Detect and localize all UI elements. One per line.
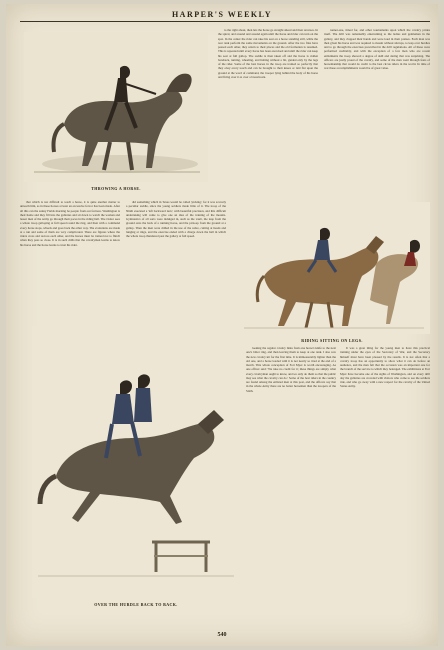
caption-hurdle: OVER THE HURDLE BACK TO BACK.	[94, 602, 178, 607]
page-number: 540	[217, 632, 227, 638]
plate-throwing-horse	[24, 32, 208, 182]
magazine-page	[6, 4, 438, 646]
masthead: HARPER'S WEEKLY	[171, 10, 273, 19]
column-left-middle-text: that which is not difficult to teach a horse, it is quite another matter to unteach him, as in these horses at least an excessive fervor has been made. After all this can the sunny Fields morning be people from our fortress. Washington is their home and they fill into the galleries and sit down to watch the women and lesser men of the Army go through their paces in the riding hall. The visitor sees a whole troop galloping at full speed round the ring, and then with a command every horse stops, wheels and goes back the other way. The evolutions are made at a run and some of them are very complicated. There are figures where the riders cross and recross each other, and the horses must be trained not to flinch when they pass so close. It is in such drills that the cavalryman learns to know his horse and the horse learns to trust his rider.	[20, 200, 120, 247]
hurdle-illustration	[32, 326, 240, 598]
column-far-right-top-text: tonnet-one, timed for, and other tournaments upon which the cavalry prides itself. The drill was remarkably entertaining to the ladies and gentlemen in the gallery, and they clapped their hands and were loud in their praises. Each man was then given his horse and was required to mount without stirrups, to leap over hurdles and to go through the exercises prescribed in the drill regulations. All of these were performed creditably, and with the exception of a few men who are recent enlistments the troop showed a degree of skill and daring that was surprising. The officers are justly proud of the cavalry, and some of the men went through feats of horsemanship that would do credit to the best circus riders in the world. In time of war these accomplishments would be of great value.	[324, 28, 430, 71]
masthead-rule	[20, 21, 430, 22]
column-far-right-top	[324, 28, 430, 198]
caption-throwing-horse: THROWING A HORSE.	[91, 186, 141, 191]
column-right-middle-text: looking the regular cavalry links from one horse's knife to the next one's bitter ring, and then leaving them to keep at one rank. I also saw the new cavalry kit for the first time. It is immeasurably lighter than the old one, and a horse loaded with it is not nearly so tired at the end of a march. This whole conception of Fort Myer is worth encouraging. As one officer said: 'We take no credit for it; these things are simply what every cavalryman ought to know, and we only do them so that the public may see what the cavalry can do.' Some of the best riders in the country are found among the enlisted men at this post, and the officers say that in the whole Army there are no better horsemen than the troopers of the Sixth.	[246, 346, 336, 393]
column-left-middle	[20, 200, 120, 320]
column-right-top-text: to the right about, then lets the horse go straight ahead and then reverses. In the spiral, and around and around again until the horse and rider can turn on the spot. In the center the rider can take his seat on a horse standing still, while the rear rank perform the same movements on the ground. After the two files have passed each other, they return to their places and the old formation is resumed. This is repeated until every horse has been exercised and until the rider can keep his seat at full gallop. The saddle is then taken off and the horse is ridden bareback, turning, wheeling, and halting without a bit, guided only by the legs of the rider. Some of the best horses in the troop are trained so perfectly that they obey every touch and can be brought to their knees or laid flat upon the ground at the word of command, the trooper lying behind the body of his horse and firing over it as over a breastwork.	[218, 28, 318, 79]
column-right-middle	[246, 346, 336, 626]
riding-legs-illustration	[234, 202, 430, 334]
column-middle	[126, 200, 226, 320]
column-bottom-right-text: It was a great thing for the young men to have this practical training under the eyes of the Secretary of War, and the Secretary himself must have been pleased by the results. It is not often that a cavalry troop has an opportunity to show what it can do before an audience, and the men felt that the occasion was an important one for the branch of the service to which they belonged. The exhibitions at Fort Myer have become one of the sights of Washington, and on every drill day the galleries are crowded with visitors who come to see the soldiers ride, and who go away with a new respect for the cavalry of the United States Army.	[340, 346, 430, 389]
throwing-horse-illustration	[24, 32, 208, 182]
column-bottom-right	[340, 346, 430, 626]
column-middle-text: did something which in Texas would be called 'picking,' for it was scarcely a peculiar saddle, since the young soldiers made little of it. The troop of the Ninth executed a 'left backward turn,' with beautiful precision, and this difficult undertaking will come to give one an idea of the training of the mounts. Gymnastics of all sorts were indulged in, such as the vault, the leap from the ground onto the back of a running horse, and the pick-up from the ground at a gallop. Then the men were drilled in the use of the sabre, cutting at heads and lunging at rings, and the exercise ended with a charge down the hall in which the whole troop thundered past the gallery at full speed.	[126, 200, 226, 238]
column-right-top	[218, 28, 318, 198]
plate-riding-legs	[234, 202, 430, 334]
plate-hurdle	[32, 326, 240, 598]
caption-riding-legs: RIDING SITTING ON LEGS.	[301, 338, 363, 343]
